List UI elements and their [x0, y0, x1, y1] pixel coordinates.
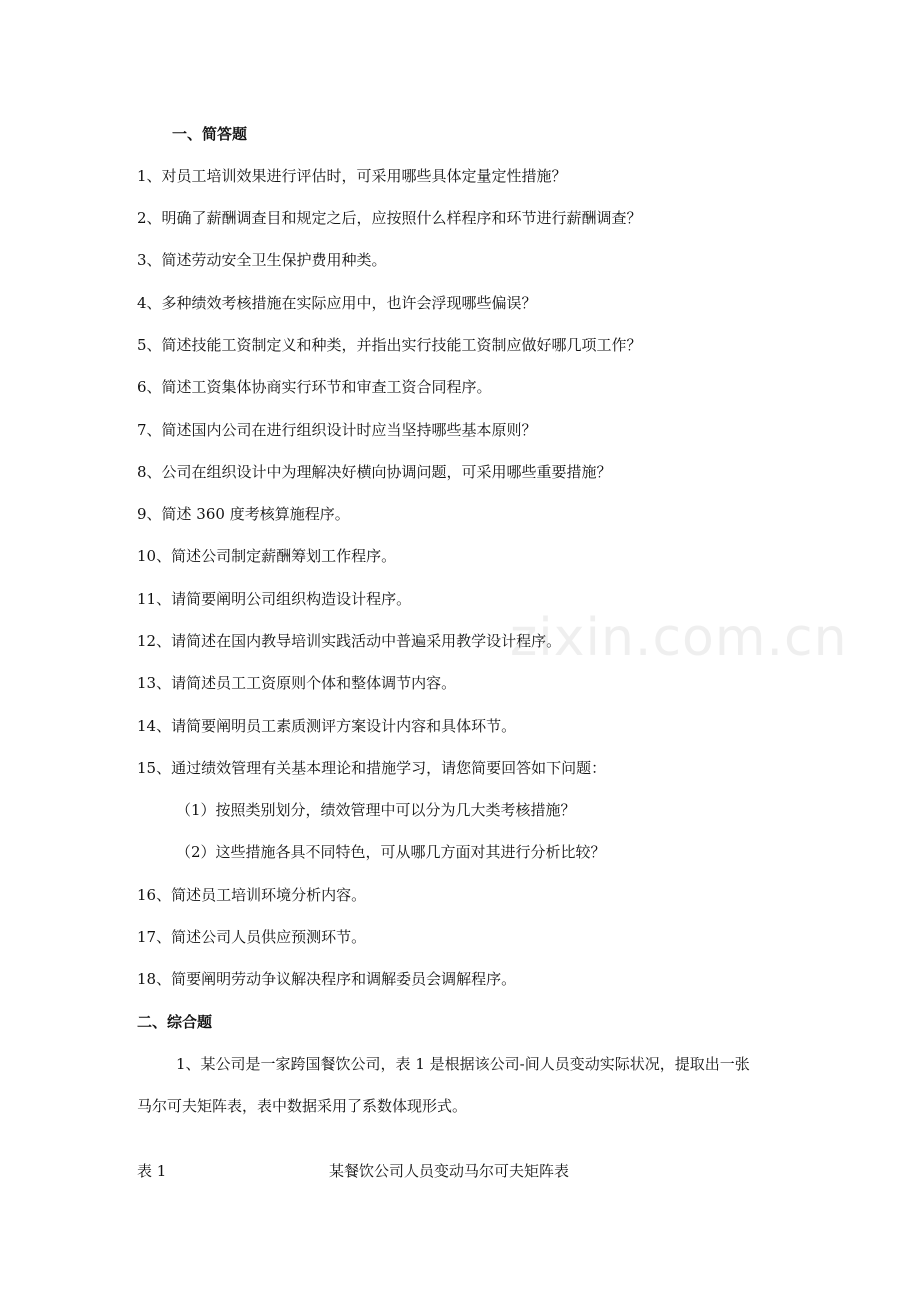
question-12: 12、请简述在国内教导培训实践活动中普遍采用教学设计程序。 [137, 632, 562, 650]
question-10: 10、简述公司制定薪酬筹划工作程序。 [137, 547, 397, 565]
question-5: 5、简述技能工资制定义和种类，并指出实行技能工资制应做好哪几项工作？ [137, 336, 642, 354]
question-6: 6、简述工资集体协商实行环节和审查工资合同程序。 [137, 378, 492, 396]
question-4: 4、多种绩效考核措施在实际应用中，也许会浮现哪些偏误？ [137, 294, 537, 312]
section-heading-comprehensive: 二、综合题 [137, 1013, 213, 1031]
paragraph-line-2: 马尔可夫矩阵表，表中数据采用了系数体现形式。 [137, 1097, 468, 1115]
paragraph-line-1: 1、某公司是一家跨国餐饮公司，表 1 是根据该公司-间人员变动实际状况，提取出一张 [176, 1055, 750, 1073]
section-heading-short-answer: 一、简答题 [172, 125, 248, 143]
table-title: 某餐饮公司人员变动马尔可夫矩阵表 [329, 1162, 570, 1180]
question-9: 9、简述 360 度考核算施程序。 [137, 505, 350, 523]
watermark: zixin.com.cn [510, 608, 848, 668]
question-8: 8、公司在组织设计中为理解决好横向协调问题，可采用哪些重要措施？ [137, 463, 612, 481]
question-15: 15、通过绩效管理有关基本理论和措施学习，请您简要回答如下问题： [137, 759, 607, 777]
question-17: 17、简述公司人员供应预测环节。 [137, 928, 367, 946]
question-16: 16、简述员工培训环境分析内容。 [137, 886, 367, 904]
question-1: 1、对员工培训效果进行评估时，可采用哪些具体定量定性措施？ [137, 167, 567, 185]
question-18: 18、简要阐明劳动争议解决程序和调解委员会调解程序。 [137, 970, 517, 988]
sub-question-1: （1）按照类别划分，绩效管理中可以分为几大类考核措施？ [176, 801, 576, 819]
question-14: 14、请简要阐明员工素质测评方案设计内容和具体环节。 [137, 717, 517, 735]
question-3: 3、简述劳动安全卫生保护费用种类。 [137, 251, 387, 269]
table-label: 表 1 [137, 1162, 167, 1180]
question-13: 13、请简述员工工资原则个体和整体调节内容。 [137, 674, 457, 692]
question-2: 2、明确了薪酬调查目和规定之后，应按照什么样程序和环节进行薪酬调查？ [137, 209, 642, 227]
question-11: 11、请简要阐明公司组织构造设计程序。 [137, 590, 412, 608]
question-7: 7、简述国内公司在进行组织设计时应当坚持哪些基本原则？ [137, 421, 537, 439]
sub-question-2: （2）这些措施各具不同特色，可从哪几方面对其进行分析比较？ [176, 843, 606, 861]
